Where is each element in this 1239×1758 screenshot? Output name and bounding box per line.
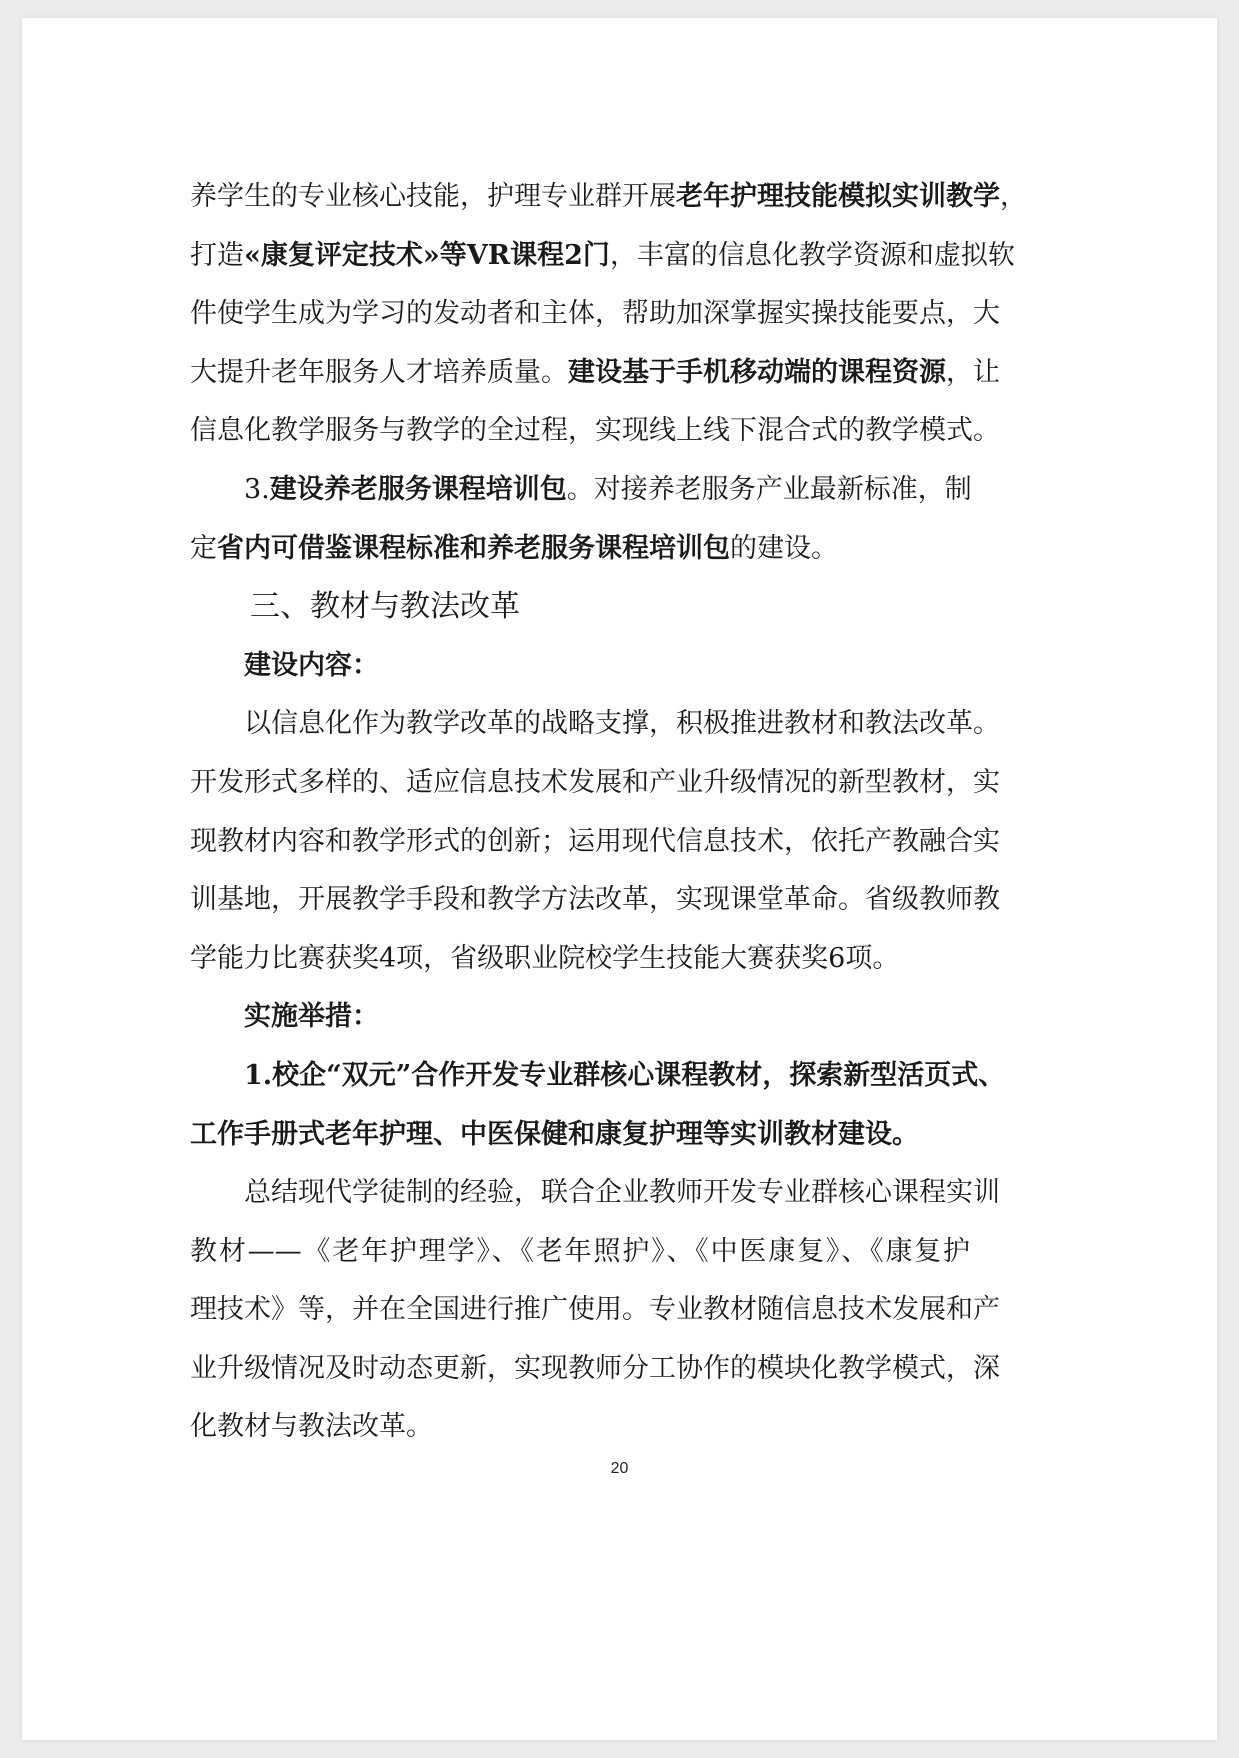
text-segment: 学能力比赛获奖4项，省级职业院校学生技能大赛获奖6项。 (190, 942, 900, 974)
text-line (190, 402, 1000, 461)
section-heading (190, 578, 970, 637)
text-segment: 业升级情况及时动态更新，实现教师分工协作的模块化教学模式，深 (190, 1352, 1000, 1384)
body-text (190, 168, 1027, 1457)
text-segment: ， (1000, 181, 1027, 212)
p1 (190, 168, 1027, 461)
text-line (190, 344, 1000, 403)
text-segment: 理技术》等，并在全国进行推广使用。专业教材随信息技术发展和产 (190, 1294, 1000, 1326)
p2 (190, 461, 970, 578)
text-segment: 的建设。 (730, 532, 838, 564)
document-page (22, 18, 1217, 1740)
text-segment: 建设基于手机移动端的课程资源 (568, 356, 946, 388)
text-line (190, 285, 1000, 344)
text-line (190, 695, 1000, 754)
section-heading: 三、教材与教法改革 (250, 589, 520, 625)
text-segment: 件使学生成为学习的发动者和主体，帮助加深掌握实操技能要点，大 (190, 298, 1000, 330)
sub-heading: 建设内容： (244, 649, 379, 681)
text-line (190, 930, 970, 989)
p5 (190, 1164, 1000, 1457)
text-segment: 开发形式多样的、适应信息技术发展和产业升级情况的新型教材，实 (190, 766, 1000, 798)
text-line (190, 1281, 1000, 1340)
sub-heading-2 (190, 988, 970, 1047)
text-segment: ，丰富的信息化教学资源和虚拟软 (609, 239, 1015, 271)
text-segment: 1.校企“双元”合作开发专业群核心课程教材，探索新型活页式、 (244, 1059, 1006, 1091)
page-number: 20 (610, 1460, 629, 1477)
text-line (190, 461, 970, 520)
text-line (190, 871, 1000, 930)
p4 (190, 1047, 1006, 1164)
text-segment: 现教材内容和教学形式的创新；运用现代信息技术，依托产教融合实 (190, 825, 1000, 857)
p3 (190, 695, 1000, 988)
text-line (190, 1223, 970, 1282)
text-line (190, 227, 1015, 286)
text-line (190, 1164, 1000, 1223)
text-segment: 。对接养老服务产业最新标准，制 (566, 473, 972, 505)
text-segment: 老年护理技能模拟实训教学 (676, 181, 1000, 212)
text-segment: 以信息化作为教学改革的战略支撑，积极推进教材和教法改革。 (244, 708, 1000, 740)
text-segment: 训基地，开展教学手段和教学方法改革，实现课堂革命。省级教师教 (190, 884, 1000, 916)
text-segment: 教材——《老年护理学》、《老年照护》、《中医康复》、《康复护 (190, 1235, 970, 1267)
text-segment: 省内可借鉴课程标准和养老服务课程培训包 (217, 532, 730, 564)
text-segment: 养学生的专业核心技能，护理专业群开展 (190, 181, 676, 212)
text-line (190, 168, 1027, 227)
text-segment: 打造 (190, 239, 244, 271)
text-line (190, 1047, 1006, 1106)
text-line (190, 1340, 1000, 1399)
text-segment: 信息化教学服务与教学的全过程，实现线上线下混合式的教学模式。 (190, 415, 1000, 447)
text-segment: 总结现代学徒制的经验，联合企业教师开发专业群核心课程实训 (244, 1177, 1000, 1209)
text-segment: ，让 (946, 356, 1000, 388)
sub-heading: 实施举措： (244, 1001, 379, 1033)
text-line (190, 520, 970, 579)
text-line (190, 754, 1000, 813)
text-line (190, 813, 1000, 872)
sub-heading-1 (190, 637, 970, 696)
text-line (190, 1106, 970, 1165)
text-segment: 定 (190, 532, 217, 564)
text-line (190, 1398, 970, 1457)
text-segment: 工作手册式老年护理、中医保健和康复护理等实训教材建设。 (190, 1118, 919, 1150)
text-segment: 建设养老服务课程培训包 (269, 473, 567, 505)
text-segment: 大提升老年服务人才培养质量。 (190, 356, 568, 388)
text-segment: 3. (244, 473, 270, 505)
text-segment: «康复评定技术»等VR课程2门 (244, 239, 610, 271)
text-segment: 化教材与教法改革。 (190, 1411, 433, 1443)
